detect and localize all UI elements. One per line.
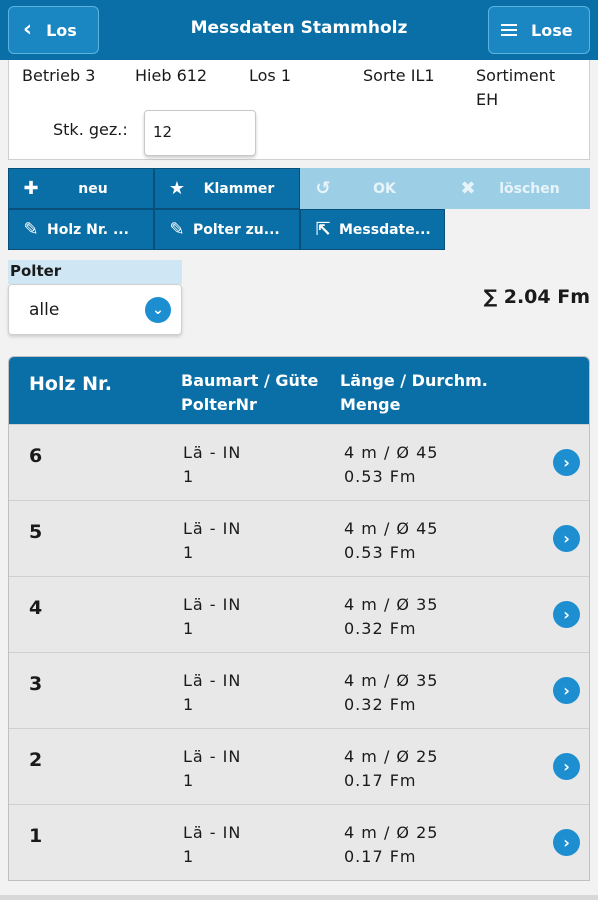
loeschen-button[interactable] bbox=[445, 168, 590, 209]
table-row[interactable] bbox=[9, 424, 589, 500]
table-row[interactable] bbox=[9, 576, 589, 652]
stk-gez-label: Stk. gez.: bbox=[53, 120, 128, 139]
row-holznr: 1 bbox=[29, 825, 43, 847]
row-baumart-value: Lä - IN bbox=[183, 823, 242, 842]
row-holznr: 3 bbox=[29, 673, 43, 695]
hieb-info: Hieb 612 bbox=[135, 66, 208, 85]
row-polter-value: 1 bbox=[183, 619, 195, 638]
chevron-right-icon[interactable]: › bbox=[553, 449, 580, 476]
row-laenge bbox=[344, 517, 438, 565]
header-bar bbox=[0, 0, 598, 60]
lose-menu-button[interactable] bbox=[488, 6, 590, 54]
sortiment-info bbox=[476, 64, 555, 112]
row-holznr: 2 bbox=[29, 749, 43, 771]
row-menge-value: 0.17 Fm bbox=[344, 847, 417, 866]
row-baumart bbox=[183, 745, 241, 793]
ok-label: OK bbox=[373, 180, 396, 197]
chevron-down-icon: ⌄ bbox=[145, 297, 171, 323]
stk-gez-input[interactable]: 12 bbox=[144, 110, 256, 156]
polter-label: Polter bbox=[8, 260, 182, 284]
row-laenge-value: 4 m / Ø 35 bbox=[344, 671, 439, 690]
chevron-right-icon[interactable]: › bbox=[553, 829, 580, 856]
row-polter-value: 1 bbox=[183, 543, 195, 562]
polter-selected-value: alle bbox=[29, 300, 60, 320]
info-panel bbox=[8, 60, 590, 160]
row-baumart-value: Lä - IN bbox=[183, 595, 242, 614]
los-info: Los 1 bbox=[249, 66, 292, 85]
table-row[interactable] bbox=[9, 804, 589, 880]
undo-icon: ↺ bbox=[315, 178, 331, 199]
bottom-divider bbox=[0, 895, 598, 900]
neu-label: neu bbox=[78, 180, 108, 197]
row-menge-value: 0.53 Fm bbox=[344, 543, 417, 562]
header-laenge-line1: Länge / Durchm. bbox=[340, 371, 488, 390]
holznr-button[interactable] bbox=[8, 209, 154, 250]
row-baumart bbox=[183, 517, 241, 565]
row-baumart bbox=[183, 441, 241, 489]
row-menge-value: 0.32 Fm bbox=[344, 619, 417, 638]
row-polter-value: 1 bbox=[183, 771, 195, 790]
row-holznr: 4 bbox=[29, 597, 43, 619]
sum-total: ∑ 2.04 Fm bbox=[483, 286, 590, 308]
chevron-right-icon[interactable]: › bbox=[553, 753, 580, 780]
header-baumart-line2: PolterNr bbox=[181, 395, 257, 414]
betrieb-info: Betrieb 3 bbox=[22, 66, 96, 85]
pencil-icon: ✎ bbox=[169, 219, 185, 240]
klammer-label: Klammer bbox=[203, 180, 275, 197]
messdaten-button[interactable] bbox=[300, 209, 445, 250]
row-baumart-value: Lä - IN bbox=[183, 519, 242, 538]
back-button[interactable] bbox=[8, 6, 99, 54]
table-row[interactable] bbox=[9, 728, 589, 804]
row-laenge-value: 4 m / Ø 35 bbox=[344, 595, 439, 614]
sorte-info: Sorte IL1 bbox=[363, 66, 435, 85]
row-polter-value: 1 bbox=[183, 467, 195, 486]
back-button-label: Los bbox=[46, 20, 77, 40]
sortiment-value: EH bbox=[476, 90, 499, 109]
header-holznr: Holz Nr. bbox=[29, 373, 112, 395]
plus-icon: ✚ bbox=[23, 178, 39, 199]
row-menge-value: 0.32 Fm bbox=[344, 695, 417, 714]
row-polter-value: 1 bbox=[183, 695, 195, 714]
table-row[interactable] bbox=[9, 500, 589, 576]
row-menge-value: 0.53 Fm bbox=[344, 467, 417, 486]
row-baumart-value: Lä - IN bbox=[183, 747, 242, 766]
messdaten-label: Messdate... bbox=[339, 221, 431, 238]
ok-button[interactable] bbox=[300, 168, 445, 209]
holznr-label: Holz Nr. ... bbox=[47, 221, 129, 238]
holz-table bbox=[8, 356, 590, 881]
row-baumart-value: Lä - IN bbox=[183, 671, 242, 690]
header-laenge bbox=[340, 369, 488, 417]
row-laenge bbox=[344, 441, 438, 489]
lose-button-label: Lose bbox=[531, 20, 573, 40]
row-laenge bbox=[344, 593, 438, 641]
header-laenge-line2: Menge bbox=[340, 395, 401, 414]
star-icon: ★ bbox=[168, 178, 186, 199]
neu-button[interactable] bbox=[8, 168, 154, 209]
pencil-icon: ✎ bbox=[23, 219, 39, 240]
row-holznr: 5 bbox=[29, 521, 43, 543]
table-header bbox=[9, 357, 589, 424]
row-baumart-value: Lä - IN bbox=[183, 443, 242, 462]
sortiment-label: Sortiment bbox=[476, 66, 556, 85]
export-icon: ⇱ bbox=[315, 219, 331, 240]
row-baumart bbox=[183, 821, 241, 869]
hamburger-menu-icon bbox=[501, 24, 517, 36]
row-laenge-value: 4 m / Ø 25 bbox=[344, 823, 439, 842]
page-title: Messdaten Stammholz bbox=[190, 18, 408, 38]
header-baumart-line1: Baumart / Güte bbox=[181, 371, 319, 390]
table-row[interactable] bbox=[9, 652, 589, 728]
loeschen-label: löschen bbox=[499, 180, 560, 197]
polter-zu-label: Polter zu... bbox=[193, 221, 280, 238]
close-icon: ✖ bbox=[460, 178, 476, 199]
row-laenge bbox=[344, 669, 438, 717]
row-polter-value: 1 bbox=[183, 847, 195, 866]
row-baumart bbox=[183, 669, 241, 717]
chevron-right-icon[interactable]: › bbox=[553, 525, 580, 552]
klammer-button[interactable] bbox=[154, 168, 300, 209]
row-holznr: 6 bbox=[29, 445, 43, 467]
row-laenge-value: 4 m / Ø 25 bbox=[344, 747, 439, 766]
chevron-right-icon[interactable]: › bbox=[553, 677, 580, 704]
chevron-left-icon: ‹ bbox=[23, 17, 33, 42]
polter-select[interactable] bbox=[8, 284, 182, 335]
row-menge-value: 0.17 Fm bbox=[344, 771, 417, 790]
row-laenge bbox=[344, 821, 438, 869]
row-laenge-value: 4 m / Ø 45 bbox=[344, 519, 439, 538]
row-laenge-value: 4 m / Ø 45 bbox=[344, 443, 439, 462]
row-laenge bbox=[344, 745, 438, 793]
row-baumart bbox=[183, 593, 241, 641]
chevron-right-icon[interactable]: › bbox=[553, 601, 580, 628]
header-baumart bbox=[181, 369, 318, 417]
polter-zu-button[interactable] bbox=[154, 209, 300, 250]
